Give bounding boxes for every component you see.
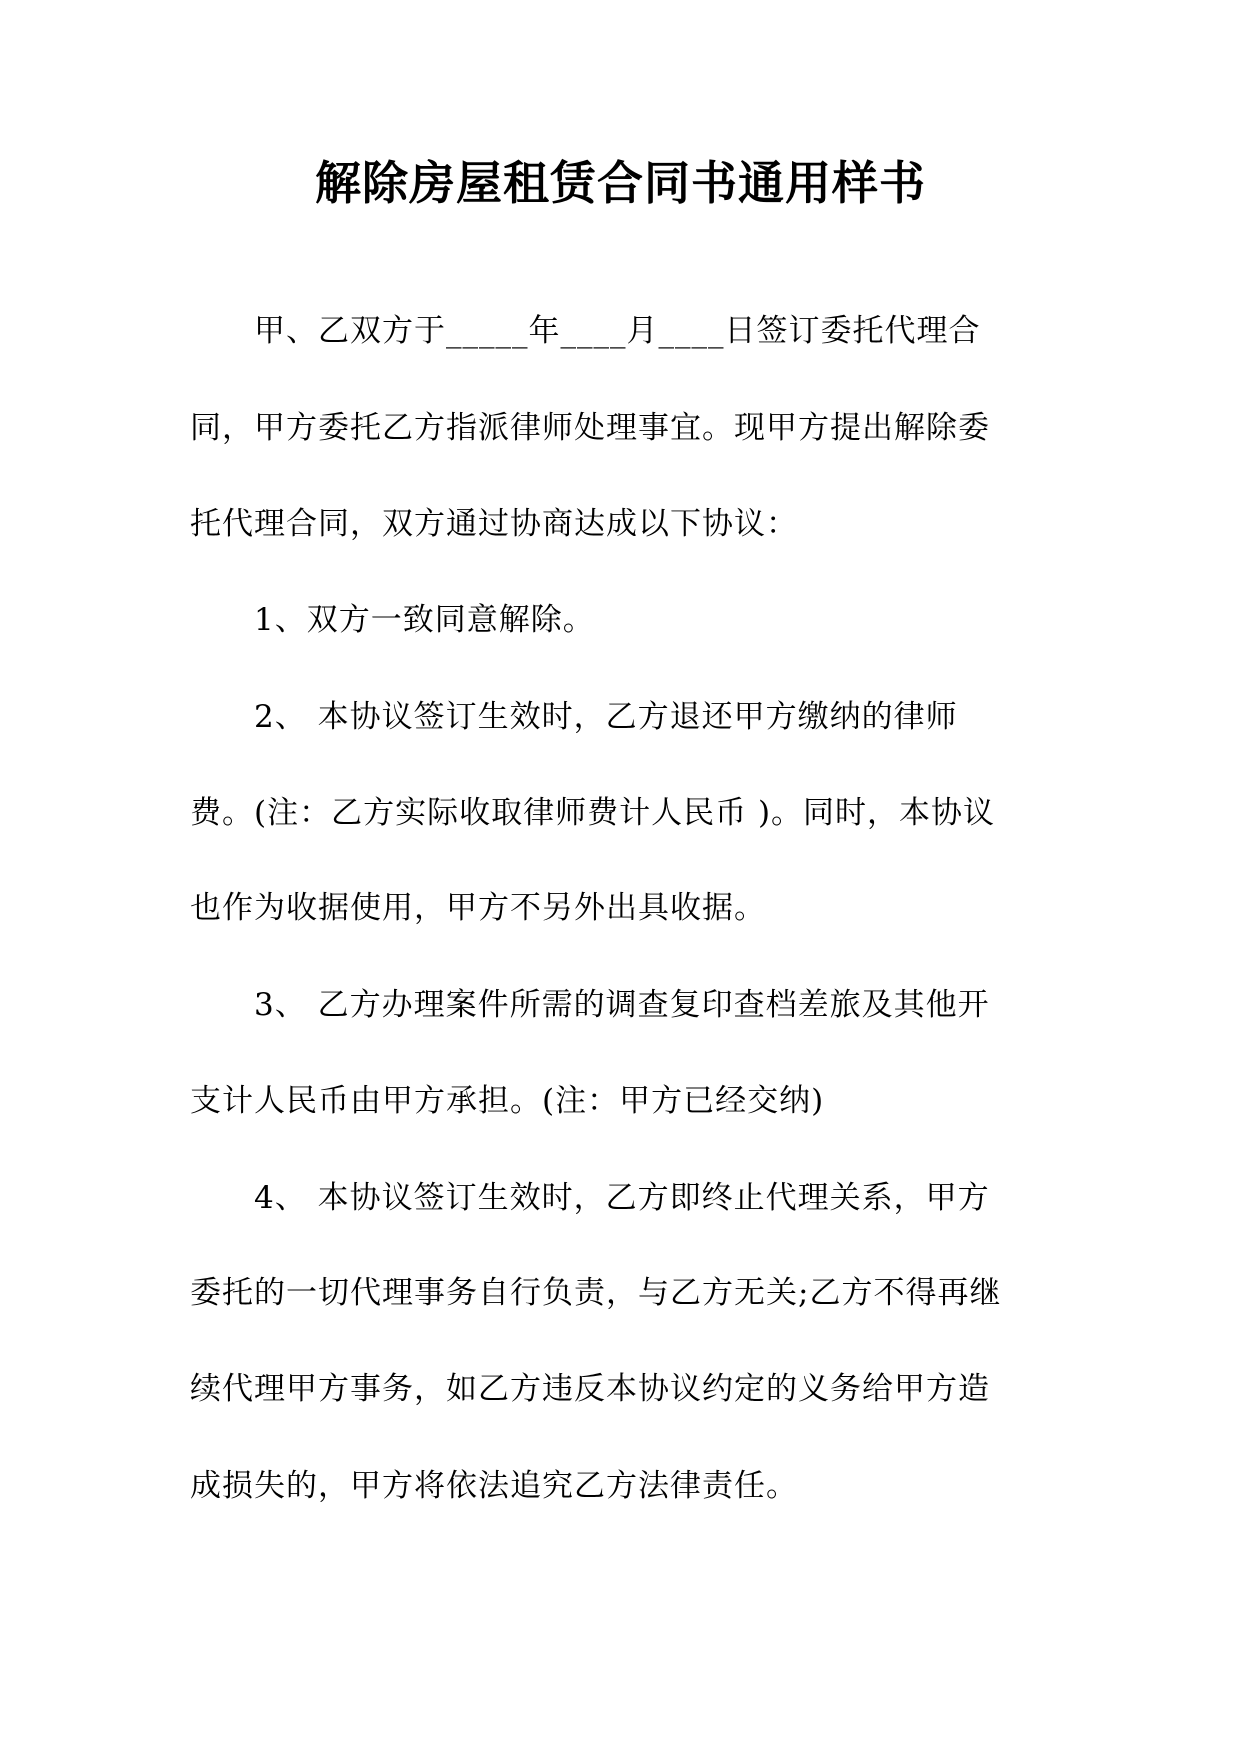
- paragraph-line: 也作为收据使用，甲方不另外出具收据。: [190, 890, 766, 926]
- paragraph-line: 同，甲方委托乙方指派律师处理事宜。现甲方提出解除委: [190, 410, 990, 446]
- paragraph-line: 委托的一切代理事务自行负责，与乙方无关;乙方不得再继: [190, 1275, 1002, 1311]
- document-title: 解除房屋租赁合同书通用样书: [315, 156, 926, 210]
- paragraph-line: 成损失的，甲方将依法追究乙方法律责任。: [190, 1468, 798, 1504]
- paragraph-line: 托代理合同，双方通过协商达成以下协议：: [190, 506, 798, 542]
- paragraph-line: 4、 本协议签订生效时，乙方即终止代理关系，甲方: [254, 1180, 990, 1216]
- paragraph-line: 费。(注：乙方实际收取律师费计人民币 )。同时，本协议: [190, 795, 996, 831]
- paragraph-line: 支计人民币由甲方承担。(注：甲方已经交纳): [190, 1083, 825, 1119]
- paragraph-line: 续代理甲方事务，如乙方违反本协议约定的义务给甲方造: [190, 1371, 990, 1407]
- paragraph-line: 2、 本协议签订生效时，乙方退还甲方缴纳的律师: [254, 699, 958, 735]
- paragraph-line: 3、 乙方办理案件所需的调查复印查档差旅及其他开: [254, 987, 990, 1023]
- paragraph-line: 1、双方一致同意解除。: [254, 602, 595, 638]
- paragraph-line: 甲、乙双方于_____年____月____日签订委托代理合: [254, 313, 981, 349]
